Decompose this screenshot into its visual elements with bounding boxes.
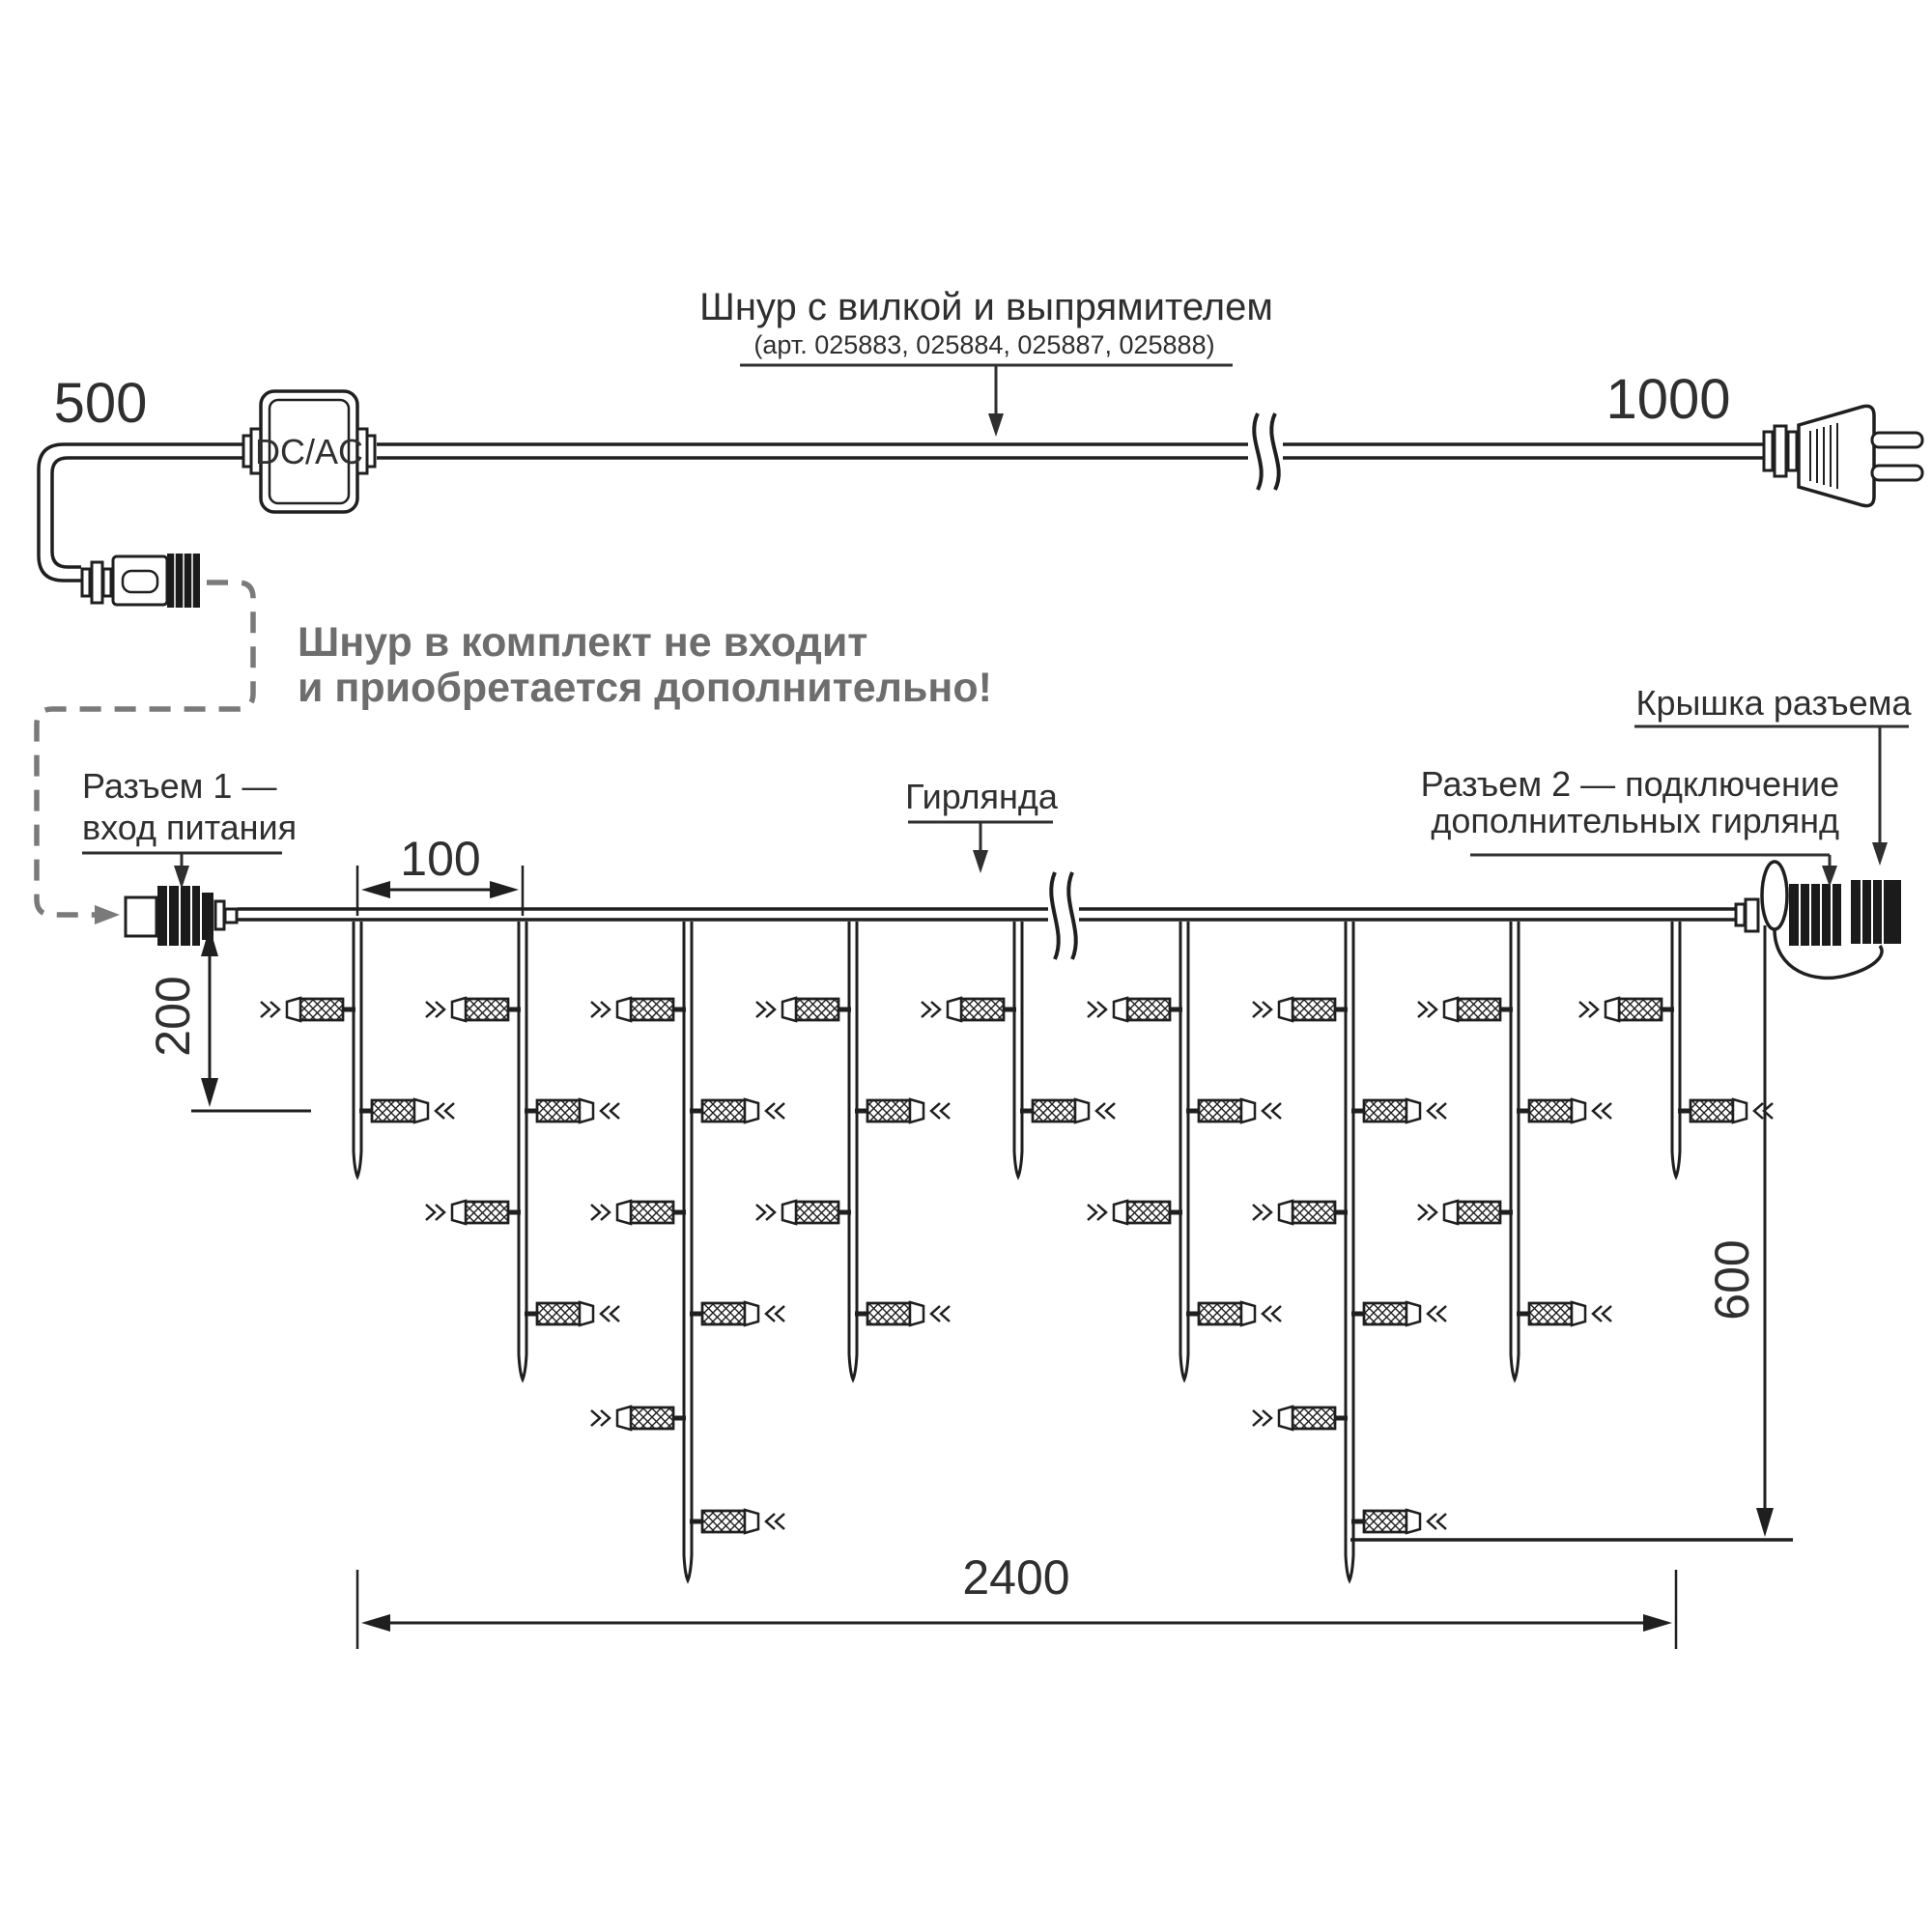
led-bulb (426, 998, 521, 1021)
light-rays-icon (931, 1103, 940, 1119)
light-rays-icon (1253, 1410, 1262, 1426)
garland-connector-2 (1736, 862, 1901, 978)
light-rays-icon (1437, 1306, 1446, 1321)
light-rays-icon (756, 1205, 765, 1220)
light-rays-icon (261, 1002, 270, 1017)
light-rays-icon (611, 1306, 619, 1321)
icicle-drop-8 (1418, 922, 1611, 1379)
light-rays-icon (1428, 1103, 1436, 1119)
light-rays-icon (1754, 1103, 1763, 1119)
led-bulb (1253, 1201, 1348, 1224)
cord-loop (1762, 862, 1787, 929)
connector2-label-line2: дополнительных гирлянд (1431, 801, 1839, 840)
icicle-drop-9 (1579, 922, 1773, 1177)
light-rays-icon (1437, 1103, 1446, 1119)
garland-connector-1 (126, 886, 237, 946)
led-bulb (1418, 998, 1513, 1021)
led-bulb (1517, 1302, 1611, 1325)
dim-200: 200 (146, 976, 200, 1057)
led-bulb (855, 1302, 950, 1325)
led-bulb (1186, 1302, 1281, 1325)
bulb-cap (948, 998, 961, 1021)
bulb-cap (1114, 998, 1127, 1021)
light-rays-icon (1263, 1103, 1271, 1119)
led-bulb (1351, 1099, 1446, 1122)
bulb-cap (910, 1099, 923, 1122)
bulb-cap (452, 1201, 466, 1224)
light-rays-icon (1603, 1306, 1611, 1321)
light-rays-icon (426, 1205, 435, 1220)
connector-cap (1851, 880, 1901, 944)
light-rays-icon (776, 1514, 784, 1529)
led-bulb (1678, 1099, 1773, 1122)
bulb-cap (1572, 1302, 1585, 1325)
led-bulb (690, 1510, 784, 1533)
light-rays-icon (270, 1002, 279, 1017)
led-bulb (525, 1099, 619, 1122)
led-bulb (1517, 1099, 1611, 1122)
connector1-label-line1: Разъем 1 — (82, 766, 277, 806)
cord-plug-connector (82, 554, 200, 608)
light-rays-icon (776, 1306, 784, 1321)
light-rays-icon (1272, 1306, 1281, 1321)
icicle-drop-4 (756, 922, 950, 1379)
connector2-label-line1: Разъем 2 — подключение (1420, 764, 1839, 804)
light-rays-icon (766, 1205, 775, 1220)
light-rays-icon (601, 1410, 610, 1426)
icicle-drop-3 (591, 922, 784, 1580)
bulb-cap (580, 1099, 593, 1122)
light-rays-icon (1263, 1002, 1271, 1017)
dim-500: 500 (53, 372, 148, 435)
light-rays-icon (1593, 1103, 1602, 1119)
cord-title-arrow (988, 413, 1004, 437)
led-bulb (1351, 1510, 1446, 1533)
bulb-cap (1075, 1099, 1089, 1122)
light-rays-icon (766, 1002, 775, 1017)
led-bulb (1418, 1201, 1513, 1224)
led-bulb (359, 1099, 454, 1122)
led-bulb (1020, 1099, 1115, 1122)
light-rays-icon (1418, 1002, 1427, 1017)
bulb-cap (1241, 1302, 1255, 1325)
led-bulb (1253, 998, 1348, 1021)
light-rays-icon (1428, 1002, 1436, 1017)
bulb-cap (745, 1099, 758, 1122)
led-bulb (1253, 1406, 1348, 1430)
bulb-cap (782, 998, 796, 1021)
icicle-drop-1 (261, 922, 454, 1177)
led-bulb (261, 998, 355, 1021)
power-cord-assembly (39, 286, 1922, 608)
light-rays-icon (1579, 1002, 1588, 1017)
bulb-cap (1733, 1099, 1747, 1122)
bulb-cap (1605, 998, 1619, 1021)
light-rays-icon (1428, 1306, 1436, 1321)
light-rays-icon (601, 1103, 610, 1119)
light-rays-icon (1088, 1205, 1096, 1220)
light-rays-icon (1097, 1205, 1106, 1220)
light-rays-icon (766, 1306, 775, 1321)
dim-2400: 2400 (962, 1550, 1070, 1605)
light-rays-icon (1088, 1002, 1096, 1017)
light-rays-icon (1263, 1306, 1271, 1321)
light-rays-icon (1253, 1002, 1262, 1017)
bulb-cap (617, 1406, 631, 1430)
bulb-cap (617, 1201, 631, 1224)
light-rays-icon (1593, 1306, 1602, 1321)
led-bulb (756, 998, 851, 1021)
light-rays-icon (1253, 1205, 1262, 1220)
garland-break-symbol (1051, 872, 1076, 959)
dimension-annotations (146, 832, 1793, 1649)
bulb-cap (1406, 1099, 1420, 1122)
light-rays-icon (591, 1410, 600, 1426)
light-rays-icon (591, 1205, 600, 1220)
led-bulb (1088, 998, 1182, 1021)
light-rays-icon (922, 1002, 930, 1017)
light-rays-icon (766, 1514, 775, 1529)
light-rays-icon (436, 1002, 444, 1017)
light-rays-icon (1096, 1103, 1105, 1119)
led-bulb (1351, 1302, 1446, 1325)
bulb-cap (617, 998, 631, 1021)
led-bulb (1579, 998, 1674, 1021)
bulb-cap (745, 1510, 758, 1533)
led-bulb (591, 1201, 686, 1224)
led-bulb (591, 998, 686, 1021)
dcac-label: DC/AC (254, 432, 364, 471)
bulb-cap (1279, 1201, 1293, 1224)
light-rays-icon (436, 1103, 444, 1119)
plug-prong-bottom (1872, 466, 1922, 480)
bulb-cap (910, 1302, 923, 1325)
icicle-drop-2 (426, 922, 619, 1379)
bulb-cap (1241, 1099, 1255, 1122)
bulb-cap (1406, 1302, 1420, 1325)
cord-title: Шнур с вилкой и выпрямителем (699, 286, 1273, 328)
light-rays-icon (445, 1103, 454, 1119)
bulb-cap (1444, 1201, 1458, 1224)
icicle-drop-6 (1088, 922, 1281, 1379)
plug-prong-top (1872, 433, 1922, 447)
led-bulb (1088, 1201, 1182, 1224)
light-rays-icon (601, 1002, 610, 1017)
light-rays-icon (1263, 1205, 1271, 1220)
cord-break-symbol (1254, 413, 1279, 490)
led-bulb (922, 998, 1016, 1021)
dim-1000: 1000 (1605, 368, 1731, 431)
led-bulb (426, 1201, 521, 1224)
led-bulb (1186, 1099, 1281, 1122)
bulb-cap (580, 1302, 593, 1325)
dcac-converter-box (243, 391, 375, 512)
light-rays-icon (1097, 1002, 1106, 1017)
light-rays-icon (1437, 1514, 1446, 1529)
light-rays-icon (931, 1306, 940, 1321)
icicle-drop-7 (1253, 922, 1446, 1580)
power-plug (1764, 406, 1922, 505)
cord-left-inner (52, 458, 243, 567)
garland-assembly (126, 862, 1901, 1580)
light-rays-icon (1589, 1002, 1598, 1017)
light-rays-icon (1428, 1205, 1436, 1220)
led-bulb (525, 1302, 619, 1325)
bulb-cap (414, 1099, 428, 1122)
bulb-cap (1406, 1510, 1420, 1533)
bulb-cap (745, 1302, 758, 1325)
led-bulb (855, 1099, 950, 1122)
light-rays-icon (1418, 1205, 1427, 1220)
cap-label: Крышка разъема (1635, 683, 1912, 723)
light-rays-icon (601, 1205, 610, 1220)
led-bulb (690, 1302, 784, 1325)
light-rays-icon (931, 1002, 940, 1017)
light-rays-icon (1272, 1103, 1281, 1119)
light-rays-icon (756, 1002, 765, 1017)
cord-articles: (арт. 025883, 025884, 025887, 025888) (753, 330, 1215, 359)
light-rays-icon (1263, 1410, 1271, 1426)
garland-label: Гирлянда (905, 777, 1058, 816)
light-rays-icon (941, 1103, 950, 1119)
light-rays-icon (601, 1306, 610, 1321)
led-bulb (756, 1201, 851, 1224)
light-rays-icon (1106, 1103, 1115, 1119)
light-rays-icon (1428, 1514, 1436, 1529)
icicle-drops (261, 922, 1773, 1580)
light-rays-icon (1603, 1103, 1611, 1119)
light-rays-icon (591, 1002, 600, 1017)
bulb-cap (452, 998, 466, 1021)
bulb-cap (1279, 998, 1293, 1021)
note-line2: и приобретается дополнительно! (298, 665, 992, 711)
bulb-cap (287, 998, 300, 1021)
light-rays-icon (941, 1306, 950, 1321)
led-bulb (690, 1099, 784, 1122)
callout-labels (82, 683, 1912, 889)
light-rays-icon (776, 1103, 784, 1119)
bulb-cap (1444, 998, 1458, 1021)
light-rays-icon (766, 1103, 775, 1119)
light-rays-icon (426, 1002, 435, 1017)
icicle-drop-5 (922, 922, 1115, 1177)
bulb-cap (1114, 1201, 1127, 1224)
dim-600: 600 (1705, 1239, 1759, 1321)
bulb-cap (782, 1201, 796, 1224)
note-line1: Шнур в комплект не входит (298, 619, 868, 666)
dashed-arrowhead (95, 905, 120, 924)
bulb-cap (1279, 1406, 1293, 1430)
connector1-label-line2: вход питания (82, 808, 298, 847)
light-rays-icon (436, 1205, 444, 1220)
led-bulb (591, 1406, 686, 1430)
bulb-cap (1572, 1099, 1585, 1122)
dim-100: 100 (400, 832, 481, 886)
light-rays-icon (611, 1103, 619, 1119)
